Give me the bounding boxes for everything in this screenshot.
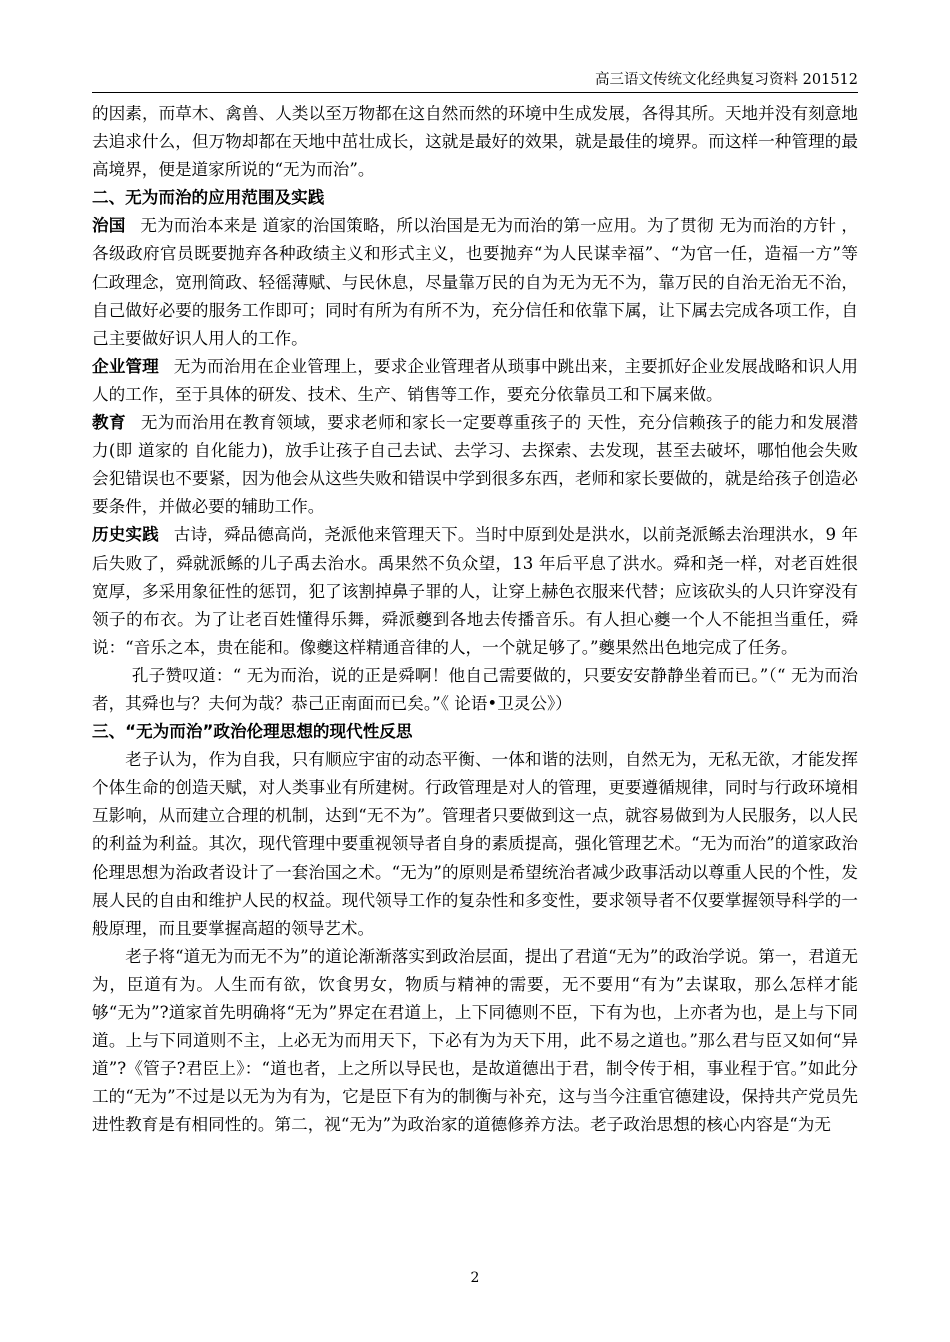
history-lead: 历史实践	[92, 525, 159, 545]
governance-paragraph	[92, 212, 858, 352]
enterprise-paragraph	[92, 353, 858, 409]
laozi-paragraph-2: 老子将“道无为而无不为”的道论渐渐落实到政治层面，提出了君道“无为”的政治学说。第一，君道无为，臣道有为。人生而有欲，饮食男女，物质与精神的需要，无不要用“有为”去谋取，那么怎样才能够“无为”?道家首先明确将“无为”界定在君道上，上下同德则不臣，下有为也，上亦者为也，是上与下同道。上与下同道则不主，上必无为而用天下，下必有为为天下用，此不易之道也。”那么君与臣又如何“异道”?《管子?君臣上》：“道也者，上之所以导民也，是故道德出于君，制令传于相，事业程于官。”如此分工的“无为”不过是以无为为有为，它是臣下有为的制衡与补充，这与当今注重官德建设，保持共产党员先进性教育是有相同性的。第二，视“无为”为政治家的道德修养方法。老子政治思想的核心内容是“为无	[92, 946, 858, 1135]
enterprise-text: 无为而治用在企业管理上，要求企业管理者从琐事中跳出来，主要抓好企业发展战略和识人用人的工作，至于具体的研发、技术、生产、销售等工作，要充分依靠员工和下属来做。	[92, 356, 859, 404]
confucius-quote-paragraph: 孔子赞叹道：“ 无为而治，说的正是舜啊！他自己需要做的，只要安安静静坐着而已。”（“ 无为而治者，其舜也与？夫何为哉？恭己正南面而已矣。”《 论语•卫灵公》）	[92, 665, 858, 713]
governance-lead: 治国	[92, 216, 126, 236]
page-number: 2	[470, 1270, 480, 1286]
history-text: 古诗，舜品德高尚，尧派他来管理天下。当时中原到处是洪水，以前尧派鲧去治理洪水，9 年后失败了，舜就派鲧的儿子禹去治水。禹果然不负众望，13 年后平息了洪水。舜和尧一样，对老百姓很宽厚，多采用象征性的惩罚，犯了该割掉鼻子罪的人，让穿上赫色衣服来代替；应该砍头的人只许穿没有领子的布衣。为了让老百姓懂得乐舞，舜派夔到各地去传播音乐。有人担心夔一个人不能担当重任，舜说：“音乐之本，贵在能和。像夔这样精通音律的人，一个就足够了。”夔果然出色地完成了任务。	[92, 525, 858, 657]
education-text: 无为而治用在教育领域，要求老师和家长一定要尊重孩子的 天性，充分信赖孩子的能力和发展潜力(即 道家的 自化能力)，放手让孩子自己去试、去学习、去探索、去发现，甚至去破坏，哪怕他会失败会犯错误也不要紧，因为他会从这些失败和错误中学到很多东西，老师和家长要做的，就是给孩子创造必要条件，并做必要的辅助工作。	[92, 413, 858, 517]
education-lead: 教育	[92, 413, 126, 433]
section-2-heading: 二、无为而治的应用范围及实践	[92, 188, 325, 208]
governance-text: 无为而治本来是 道家的治国策略，所以治国是无为而治的第一应用。为了贯彻 无为而治的方针 ，各级政府官员既要抛弃各种政绩主义和形式主义，也要抛弃“为人民谋幸福”、“为官一任，造福一方”等 仁政理念，宽刑简政、轻徭薄赋、与民休息，尽量靠万民的自为无为无不为，靠万民的自治无治无不治，自己做好必要的服务工作即可；同时有所为有所不为，充分信任和依靠下属，让下属去完成各项工作，自己主要做好识人用人的工作。	[92, 216, 859, 348]
history-paragraph	[92, 521, 858, 661]
intro-paragraph: 的因素，而草木、禽兽、人类以至万物都在这自然而然的环境中生成发展，各得其所。天地并没有刻意地去追求什么，但万物却都在天地中茁壮成长，这就是最好的效果，就是最佳的境界。而这样一种管理的最高境界，便是道家所说的“无为而治”。	[92, 104, 858, 180]
document-body	[92, 100, 858, 1139]
enterprise-lead: 企业管理	[92, 356, 159, 376]
page-header	[92, 70, 858, 93]
section-3-heading: 三、“无为而治”政治伦理思想的现代性反思	[92, 722, 413, 742]
laozi-paragraph-1: 老子认为，作为自我，只有顺应宇宙的动态平衡、一体和谐的法则，自然无为，无私无欲，才能发挥个体生命的创造天赋，对人类事业有所建树。行政管理是对人的管理，更要遵循规律，同时与行政环境相互影响，从而建立合理的机制，达到“无不为”。管理者只要做到这一点，就容易做到为人民服务，以人民的利益为利益。其次，现代管理中要重视领导者自身的素质提高，强化管理艺术。“无为而治”的道家政治伦理思想为治政者设计了一套治国之术。“无为”的原则是希望统治者减少政事活动以尊重人民的个性，发展人民的自由和维护人民的权益。现代领导工作的复杂性和多变性，要求领导者不仅要掌握领导科学的一般原理，而且要掌握高超的领导艺术。	[92, 750, 858, 938]
education-paragraph	[92, 409, 858, 521]
header-title: 高三语文传统文化经典复习资料 201512	[595, 72, 858, 88]
